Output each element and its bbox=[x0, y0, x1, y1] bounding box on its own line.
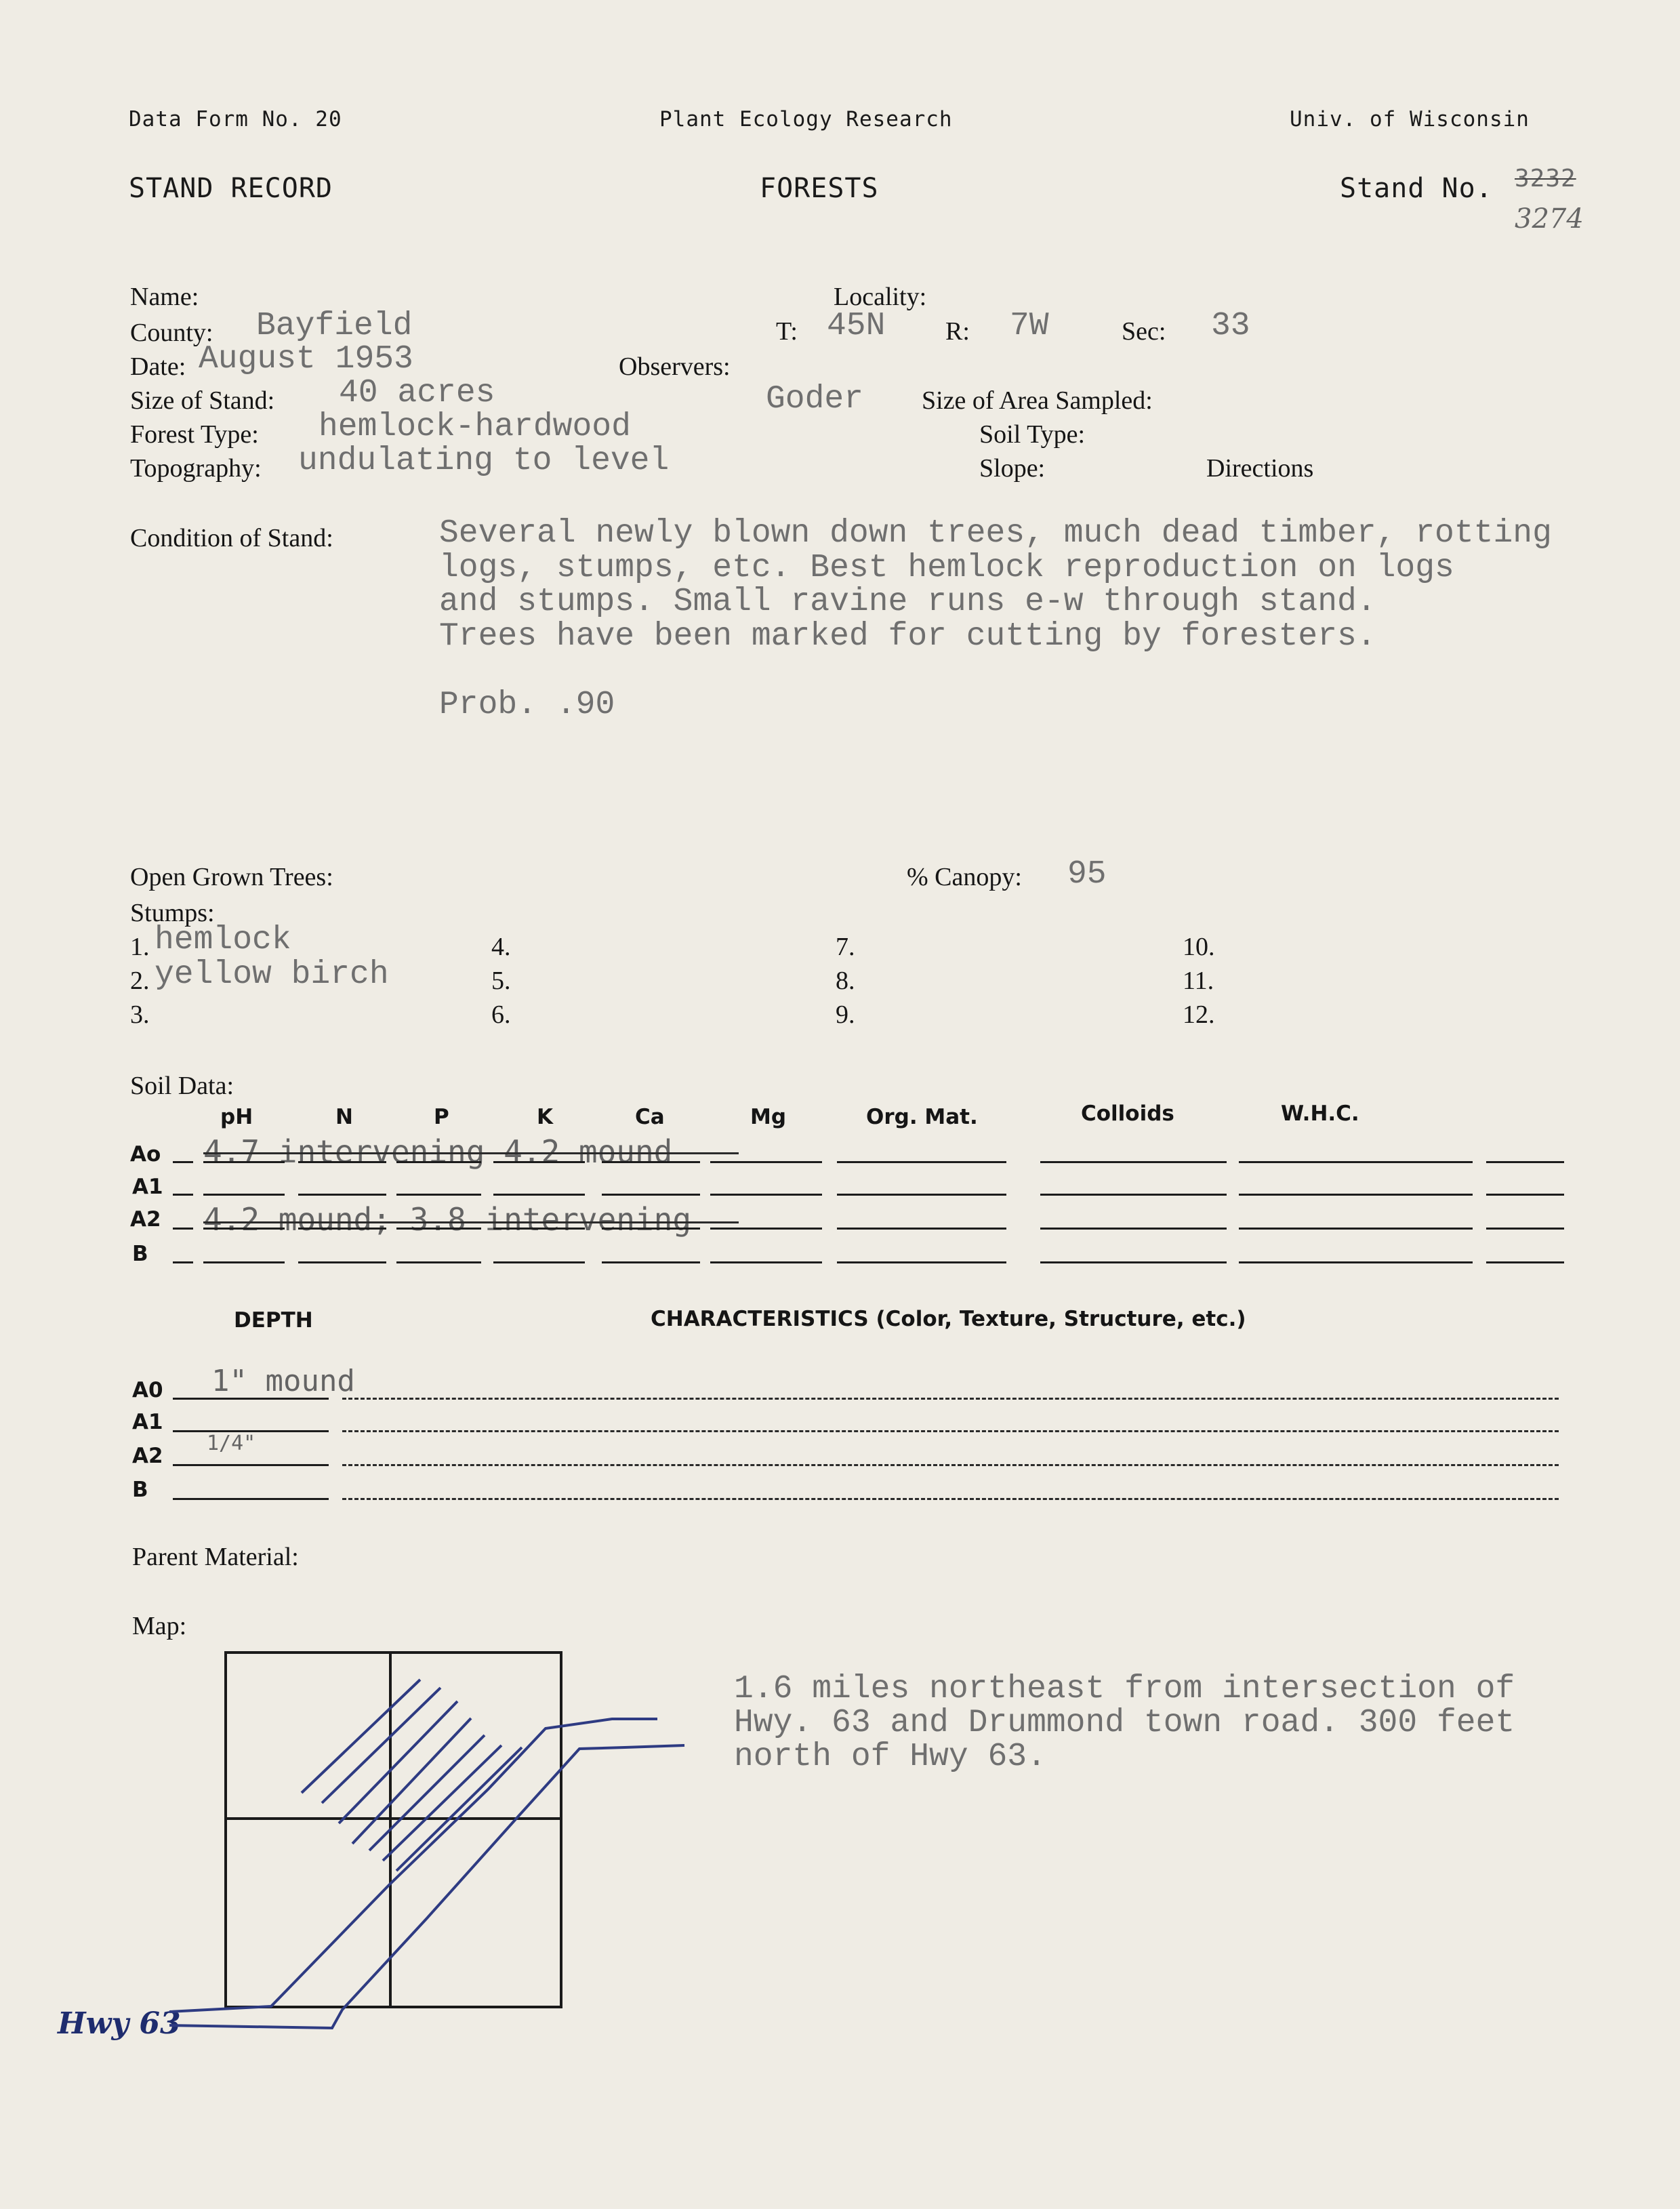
topography-value: undulating to level bbox=[298, 443, 670, 479]
canopy-label: % Canopy: bbox=[907, 863, 1022, 891]
map-label: Map: bbox=[132, 1612, 187, 1640]
stand-number-new: 3274 bbox=[1515, 203, 1584, 235]
soil-row-a2: A2 bbox=[130, 1207, 161, 1232]
university: Univ. of Wisconsin bbox=[1290, 107, 1530, 131]
depth-row-b: B bbox=[132, 1478, 148, 1502]
size-label: Size of Stand: bbox=[130, 386, 275, 415]
condition-line-1: Several newly blown down trees, much dead timber, rotting bbox=[439, 515, 1552, 552]
stump-number-1: 1. bbox=[130, 933, 150, 961]
soil-col-whc: W.H.C. bbox=[1281, 1101, 1359, 1126]
parent-material-label: Parent Material: bbox=[132, 1543, 299, 1571]
township-value: 45N bbox=[827, 308, 886, 344]
stand-number-label: Stand No. bbox=[1340, 173, 1493, 204]
stump-number-5: 5. bbox=[491, 967, 511, 995]
soil-col-org-mat: Org. Mat. bbox=[866, 1105, 978, 1129]
date-value: August 1953 bbox=[199, 341, 413, 378]
open-grown-label: Open Grown Trees: bbox=[130, 863, 333, 891]
stump-number-6: 6. bbox=[491, 1000, 511, 1029]
topography-label: Topography: bbox=[130, 454, 262, 483]
depth-row-a2: A2 bbox=[132, 1444, 163, 1468]
county-value: Bayfield bbox=[256, 308, 413, 344]
soil-row-a1: A1 bbox=[132, 1175, 163, 1199]
depth-a0-value: 1" mound bbox=[211, 1364, 355, 1398]
soil-col-mg: Mg bbox=[750, 1105, 787, 1129]
locality-label: Locality: bbox=[834, 283, 927, 311]
depth-row-a1: A1 bbox=[132, 1410, 163, 1434]
condition-label: Condition of Stand: bbox=[130, 524, 333, 552]
observers-value: Goder bbox=[766, 381, 864, 418]
soil-a2-value: 4.2 mound; 3.8 intervening bbox=[203, 1201, 692, 1238]
stump-1-value: hemlock bbox=[155, 922, 291, 958]
stump-2-value: yellow birch bbox=[155, 956, 389, 993]
stand-hatch bbox=[302, 1680, 522, 1871]
soil-type-label: Soil Type: bbox=[979, 420, 1086, 449]
soil-col-ph: pH bbox=[220, 1105, 253, 1129]
soil-row-ao: Ao bbox=[130, 1142, 161, 1167]
stumps-label: Stumps: bbox=[130, 899, 215, 927]
stump-number-12: 12. bbox=[1183, 1000, 1215, 1029]
soil-data-label: Soil Data: bbox=[130, 1072, 234, 1100]
size-value: 40 acres bbox=[339, 375, 495, 411]
depth-a2-value: 1/4" bbox=[207, 1432, 256, 1455]
condition-line-4: Trees have been marked for cutting by foresters. bbox=[439, 618, 1376, 655]
forest-type-value: hemlock-hardwood bbox=[319, 409, 631, 445]
directions-label: Directions bbox=[1206, 454, 1314, 483]
section-label: Sec: bbox=[1122, 317, 1166, 346]
highway-label: Hwy 63 bbox=[58, 2006, 181, 2041]
date-label: Date: bbox=[130, 352, 186, 381]
map-direction-line-3: north of Hwy 63. bbox=[734, 1739, 1046, 1775]
section-value: 33 bbox=[1211, 308, 1250, 344]
condition-line-2: logs, stumps, etc. Best hemlock reproduction on logs bbox=[439, 550, 1454, 586]
category: FORESTS bbox=[760, 173, 879, 204]
condition-line-3: and stumps. Small ravine runs e-w through stand. bbox=[439, 584, 1376, 620]
name-label: Name: bbox=[130, 283, 199, 311]
soil-col-ca: Ca bbox=[635, 1105, 665, 1129]
area-sampled-label: Size of Area Sampled: bbox=[922, 386, 1153, 415]
organization: Plant Ecology Research bbox=[659, 107, 953, 131]
township-label: T: bbox=[776, 317, 798, 346]
soil-col-k: K bbox=[537, 1105, 554, 1129]
depth-row-a0: A0 bbox=[132, 1378, 163, 1402]
stump-number-9: 9. bbox=[836, 1000, 855, 1029]
map-direction-line-1: 1.6 miles northeast from intersection of bbox=[734, 1671, 1515, 1707]
canopy-value: 95 bbox=[1067, 856, 1107, 893]
map-direction-line-2: Hwy. 63 and Drummond town road. 300 feet bbox=[734, 1705, 1515, 1741]
observers-label: Observers: bbox=[619, 352, 731, 381]
slope-label: Slope: bbox=[979, 454, 1046, 483]
soil-col-colloids: Colloids bbox=[1081, 1101, 1174, 1126]
stump-number-10: 10. bbox=[1183, 933, 1215, 961]
soil-ao-value: 4.7 intervening 4.2 mound bbox=[203, 1133, 673, 1170]
stump-number-7: 7. bbox=[836, 933, 855, 961]
range-label: R: bbox=[945, 317, 970, 346]
stand-number-old: 3232 bbox=[1515, 165, 1576, 192]
soil-row-b: B bbox=[132, 1242, 148, 1266]
characteristics-label: CHARACTERISTICS (Color, Texture, Structure, etc.) bbox=[651, 1307, 1246, 1331]
range-value: 7W bbox=[1010, 308, 1049, 344]
depth-label: DEPTH bbox=[234, 1308, 313, 1333]
stump-number-4: 4. bbox=[491, 933, 511, 961]
soil-col-p: P bbox=[434, 1105, 449, 1129]
stump-number-8: 8. bbox=[836, 967, 855, 995]
form-number: Data Form No. 20 bbox=[129, 107, 342, 131]
county-label: County: bbox=[130, 319, 213, 347]
soil-col-n: N bbox=[335, 1105, 353, 1129]
record-title: STAND RECORD bbox=[129, 173, 333, 204]
stump-number-2: 2. bbox=[130, 967, 150, 995]
probability: Prob. .90 bbox=[439, 687, 615, 723]
stump-number-11: 11. bbox=[1183, 967, 1214, 995]
stump-number-3: 3. bbox=[130, 1000, 150, 1029]
forest-type-label: Forest Type: bbox=[130, 420, 259, 449]
